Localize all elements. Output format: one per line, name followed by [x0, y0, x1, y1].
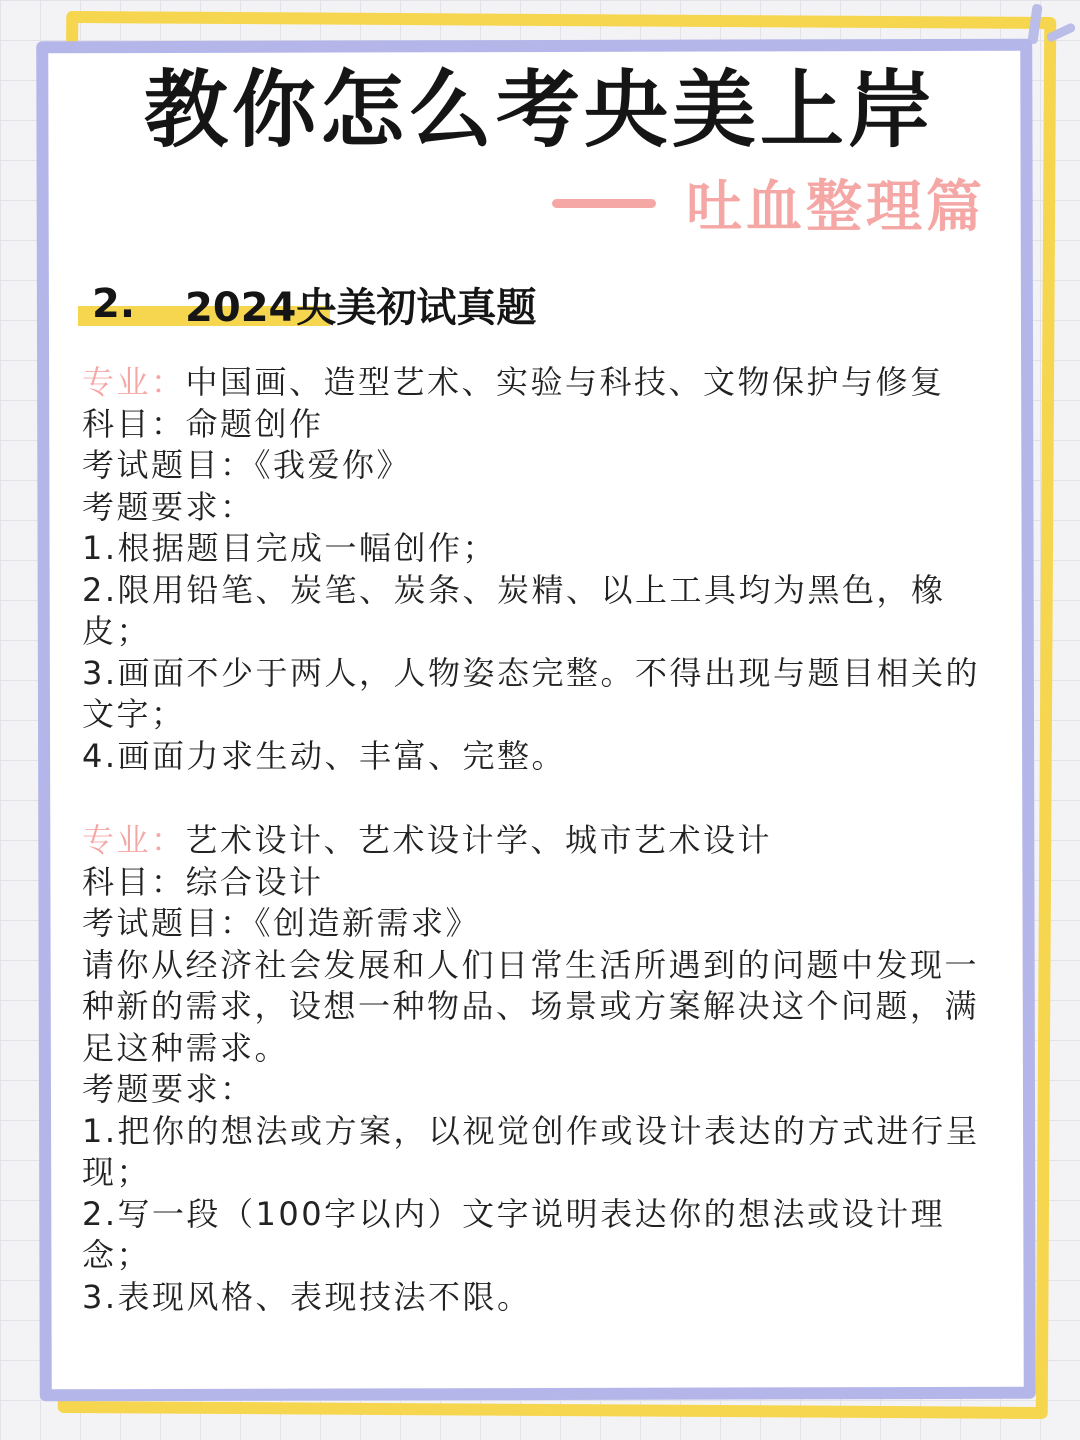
major-value: 艺术设计、艺术设计学、城市艺术设计	[185, 821, 773, 859]
major-value: 中国画、造型艺术、实验与科技、文物保护与修复	[185, 363, 945, 401]
requirements-label: 考题要求：	[82, 487, 255, 526]
requirement-item: 4.画面力求生动、丰富、完整。	[82, 736, 567, 775]
exam-block-2	[82, 820, 1002, 1318]
requirement-item: 1.把你的想法或方案，以视觉创作或设计表达的方式进行呈现；	[82, 1111, 981, 1191]
subject-line: 科目：综合设计	[82, 862, 324, 901]
subtitle-dash	[552, 199, 656, 208]
major-line	[82, 820, 1002, 862]
exam-block-1	[82, 362, 1002, 777]
requirement-item: 2.写一段（100字以内）文字说明表达你的想法或设计理念；	[82, 1194, 946, 1274]
requirement-item: 2.限用铅笔、炭笔、炭条、炭精、以上工具均为黑色，橡皮；	[82, 570, 946, 650]
subtitle: 吐血整理篇	[686, 175, 986, 240]
subject-line: 科目：命题创作	[82, 404, 324, 443]
requirement-item: 3.表现风格、表现技法不限。	[82, 1277, 532, 1316]
topic-line: 考试题目：《我爱你》	[82, 446, 412, 484]
major-label: 专业：	[82, 821, 186, 859]
subtitle-row	[552, 168, 986, 238]
section-number: 2.	[92, 281, 136, 327]
section-heading	[80, 276, 536, 332]
major-label: 专业：	[82, 363, 186, 401]
requirement-item: 1.根据题目完成一幅创作；	[82, 529, 498, 567]
section-title: 2024央美初试真题	[185, 284, 537, 331]
topic-description: 请你从经济社会发展和人们日常生活所遇到的问题中发现一种新的需求，设想一种物品、场景或方案解决这个问题，满足这种需求。	[82, 945, 980, 1067]
requirement-item: 3.画面不少于两人，人物姿态完整。不得出现与题目相关的文字；	[82, 653, 981, 733]
requirements-label: 考题要求：	[82, 1070, 255, 1108]
topic-line: 考试题目：《创造新需求》	[82, 904, 481, 942]
major-line	[82, 362, 1002, 404]
page-title: 教你怎么考央美上岸	[143, 61, 936, 159]
